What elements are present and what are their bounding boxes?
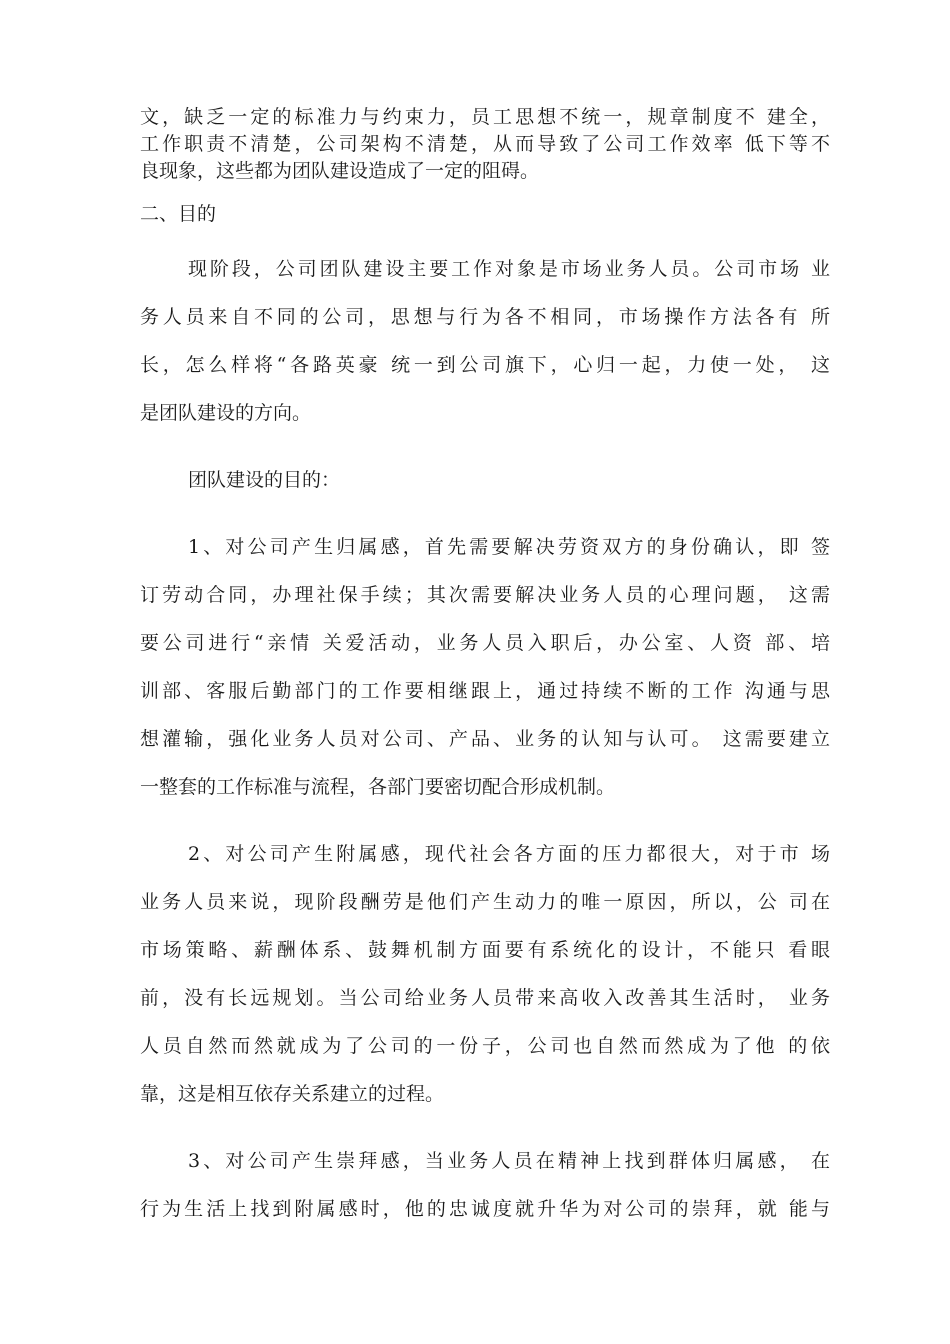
paragraph-line: 是团队建设的方向。: [140, 402, 312, 424]
paragraph-line: 现阶段，公司团队建设主要工作对象是市场业务人员。公司市场 业: [188, 258, 830, 280]
intro-line: 文，缺乏一定的标准力与约束力，员工思想不统一，规章制度不 建全，: [140, 106, 830, 128]
paragraph-line: 训部、客服后勤部门的工作要相继跟上，通过持续不断的工作 沟通与思: [140, 680, 830, 702]
paragraph-line: 订劳动合同，办理社保手续；其次需要解决业务人员的心理问题， 这需: [140, 584, 830, 606]
paragraph-line: 行为生活上找到附属感时，他的忠诚度就升华为对公司的崇拜，就 能与: [140, 1198, 830, 1220]
paragraph-line: 长，怎么样将“各路英豪 统一到公司旗下，心归一起，力使一处， 这: [140, 354, 830, 376]
paragraph-line: 2、对公司产生附属感，现代社会各方面的压力都很大，对于市 场: [188, 843, 830, 865]
paragraph-line: 靠，这是相互依存关系建立的过程。: [140, 1083, 445, 1105]
paragraph-current-stage: [140, 245, 830, 437]
section-heading: 二、目的: [140, 203, 217, 225]
paragraph-line: 市场策略、薪酬体系、鼓舞机制方面要有系统化的设计，不能只 看眼: [140, 939, 830, 961]
paragraph-item-2: [140, 830, 830, 1118]
paragraph-line: 务人员来自不同的公司，思想与行为各不相同，市场操作方法各有 所: [140, 306, 830, 328]
paragraph-goals-intro: [140, 456, 830, 504]
paragraph-line: 一整套的工作标准与流程，各部门要密切配合形成机制。: [140, 776, 616, 798]
paragraph-line: 前，没有长远规划。当公司给业务人员带来高收入改善其生活时， 业务: [140, 987, 830, 1009]
paragraph-line: 要公司进行“亲情 关爱活动，业务人员入职后，办公室、人资 部、培: [140, 632, 830, 654]
document-body: [140, 245, 830, 1252]
paragraph-item-1: [140, 523, 830, 811]
intro-line: 良现象，这些都为团队建设造成了一定的阻碍。: [140, 160, 540, 182]
paragraph-line: 业务人员来说，现阶段酬劳是他们产生动力的唯一原因，所以，公 司在: [140, 891, 830, 913]
paragraph-line: 1、对公司产生归属感，首先需要解决劳资双方的身份确认，即 签: [188, 536, 830, 558]
paragraph-line: 团队建设的目的：: [188, 469, 341, 491]
paragraph-item-3: [140, 1137, 830, 1233]
intro-paragraph: [140, 104, 830, 185]
paragraph-line: 想灌输，强化业务人员对公司、产品、业务的认知与认可。 这需要建立: [140, 728, 830, 750]
intro-line: 工作职责不清楚，公司架构不清楚，从而导致了公司工作效率 低下等不: [140, 133, 830, 155]
paragraph-line: 3、对公司产生崇拜感，当业务人员在精神上找到群体归属感， 在: [188, 1150, 830, 1172]
paragraph-line: 人员自然而然就成为了公司的一份子，公司也自然而然成为了他 的依: [140, 1035, 830, 1057]
